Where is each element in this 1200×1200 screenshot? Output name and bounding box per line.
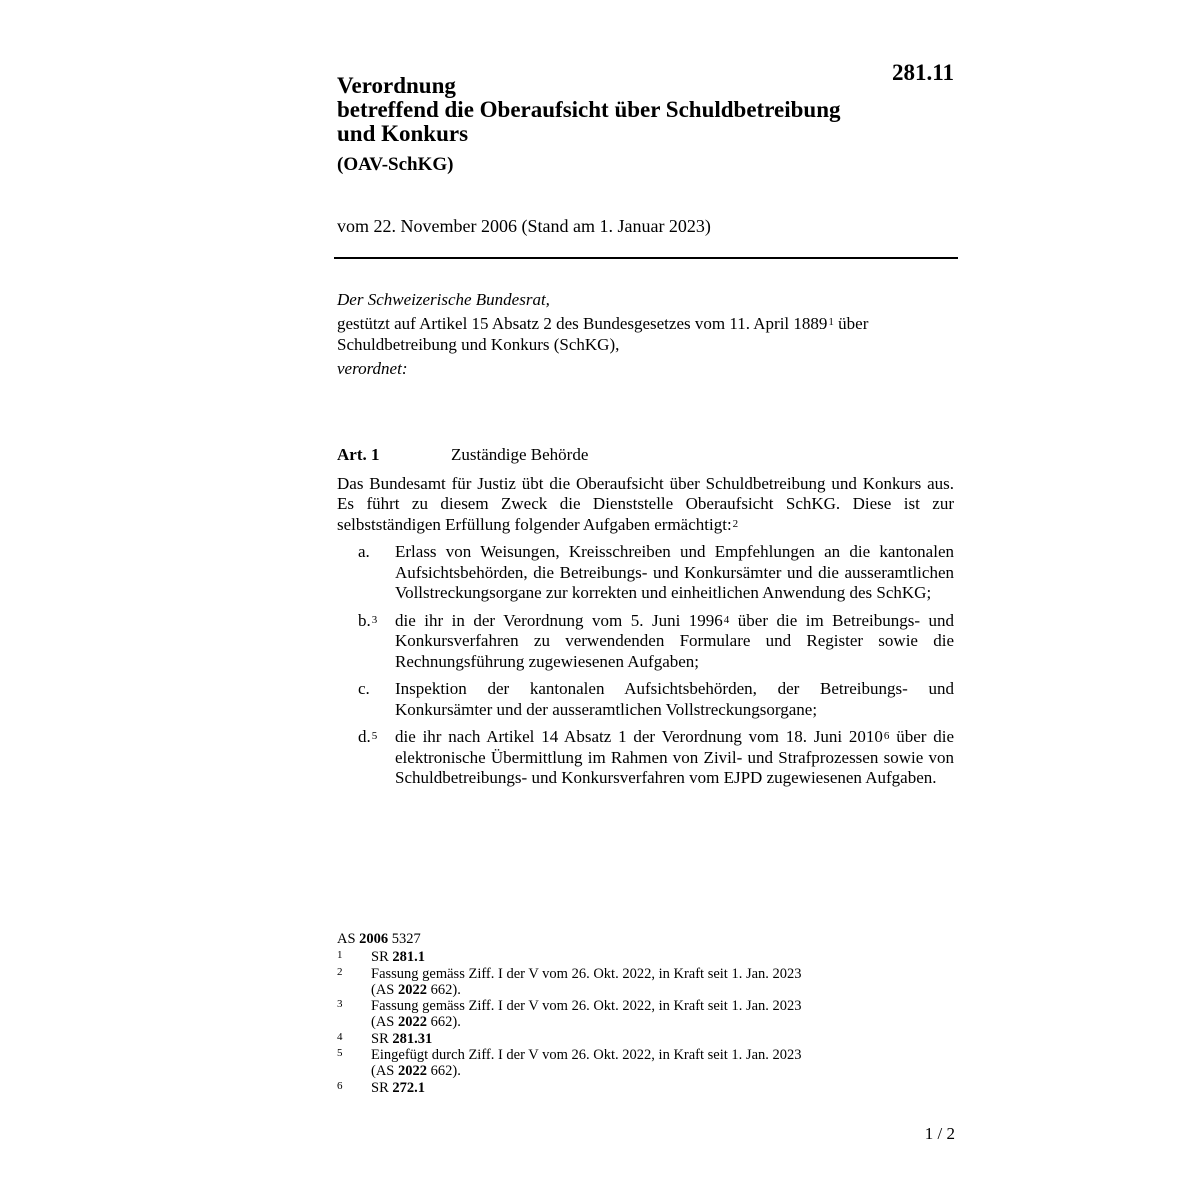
- footnote-ref[interactable]: 1: [828, 316, 834, 328]
- footnote-text: SR 281.31: [371, 1030, 433, 1047]
- article-1: [337, 445, 954, 796]
- list-item: [337, 679, 954, 720]
- list-item: [337, 542, 954, 604]
- list-item-letter: c.: [358, 679, 370, 698]
- title-line: und Konkurs: [337, 121, 469, 146]
- footnote: [337, 1080, 897, 1096]
- list-item-text: die ihr in der Verordnung vom 5. Juni 1996$^4$ über die im Betreibungs- und Konkursverfahren zu verwendenden Formulare und Register sowie die Rechnungsführung zugewiesenen Aufgaben;: [395, 610, 954, 671]
- footnote-ref[interactable]: 5: [371, 730, 378, 742]
- list-item-letter: d.$^5$: [358, 727, 378, 746]
- footnote-number: 5: [337, 1047, 343, 1060]
- footnote-ref[interactable]: 3: [371, 613, 378, 626]
- footnote: [337, 966, 897, 999]
- footnote-number: 4: [337, 1030, 343, 1043]
- title-abbreviation: (OAV-SchKG): [337, 154, 454, 175]
- footnote-ref[interactable]: 6: [883, 730, 890, 742]
- footnote: [337, 998, 897, 1031]
- footnote: [337, 949, 897, 965]
- list-item-letter: b.$^3$: [358, 610, 378, 630]
- footnote-text: Fassung gemäss Ziff. I der V vom 26. Okt. 2022, in Kraft seit 1. Jan. 2023 (AS 2022 662).: [371, 998, 802, 1031]
- header-divider: [334, 257, 958, 259]
- title-line: Verordnung: [337, 73, 456, 98]
- list-item-letter: a.: [358, 542, 370, 561]
- list-item-text: Inspektion der kantonalen Aufsichtsbehörden, der Betreibungs- und Konkursämter und der ausseramtlichen Vollstreckungsorgane;: [395, 679, 954, 719]
- article-title: Zuständige Behörde: [451, 445, 589, 464]
- article-body: Das Bundesamt für Justiz übt die Oberaufsicht über Schuldbetreibung und Konkurs aus. Es führt zu diesem Zweck die Dienststelle Oberaufsicht SchKG. Diese ist zur selbstständigen Erfüllung folgender Aufgaben ermächtigt:$^2$: [337, 473, 954, 534]
- preamble: [337, 289, 954, 382]
- list-item: [337, 727, 954, 789]
- footnote: [337, 1047, 897, 1080]
- date-line: vom 22. November 2006 (Stand am 1. Januar 2023): [337, 216, 711, 236]
- list-item-text: Erlass von Weisungen, Kreisschreiben und Empfehlungen an die kantonalen Aufsichtsbehörden, die Betreibungs- und Konkursämter und die ausseramtlichen Vollstreckungsorgane zur korrekten und einheitlichen Anwendung des SchKG;: [395, 542, 954, 602]
- footnote-text: Fassung gemäss Ziff. I der V vom 26. Okt. 2022, in Kraft seit 1. Jan. 2023 (AS 2022 662).: [371, 965, 802, 998]
- list-item-text: die ihr nach Artikel 14 Absatz 1 der Verordnung vom 18. Juni 2010$^6$ über die elektronische Übermittlung im Rahmen von Zivil- und Strafprozessen sowie von Schuldbetreibungs- und Konkursverfahren vom EJPD zugewiesenen Aufgaben.: [395, 727, 954, 787]
- footnote-ref[interactable]: 4: [723, 613, 730, 626]
- footnote-text: Eingefügt durch Ziff. I der V vom 26. Okt. 2022, in Kraft seit 1. Jan. 2023 (AS 2022 662).: [371, 1047, 802, 1080]
- preamble-decrees: verordnet:: [337, 359, 408, 378]
- footnote-text: SR 272.1: [371, 1079, 425, 1096]
- title-line: betreffend die Oberaufsicht über Schuldbetreibung: [337, 97, 841, 122]
- preamble-legal-basis: gestützt auf Artikel 15 Absatz 2 des Bundesgesetzes vom 11. April 1889$^1$ über Schuldbetreibung und Konkurs (SchKG),: [337, 314, 869, 354]
- article-number: Art. 1: [337, 445, 380, 464]
- preamble-authority: Der Schweizerische Bundesrat,: [337, 290, 550, 309]
- footnote-number: 3: [337, 998, 343, 1011]
- footnote: [337, 1031, 897, 1047]
- footnote-text: SR 281.1: [371, 949, 425, 966]
- sr-number: 281.11: [892, 60, 954, 85]
- footnote-number: 1: [337, 949, 343, 962]
- official-compilation-ref: AS 2006 5327: [337, 931, 421, 947]
- page-number: 1 / 2: [924, 1124, 955, 1143]
- article-heading: [337, 445, 954, 466]
- footnote-number: 2: [337, 965, 343, 978]
- list-item: [337, 611, 954, 673]
- footnote-number: 6: [337, 1079, 343, 1092]
- footnotes: [337, 931, 897, 1096]
- article-task-list: [337, 542, 954, 789]
- footnote-ref[interactable]: 2: [732, 517, 739, 530]
- document-title: [337, 74, 897, 176]
